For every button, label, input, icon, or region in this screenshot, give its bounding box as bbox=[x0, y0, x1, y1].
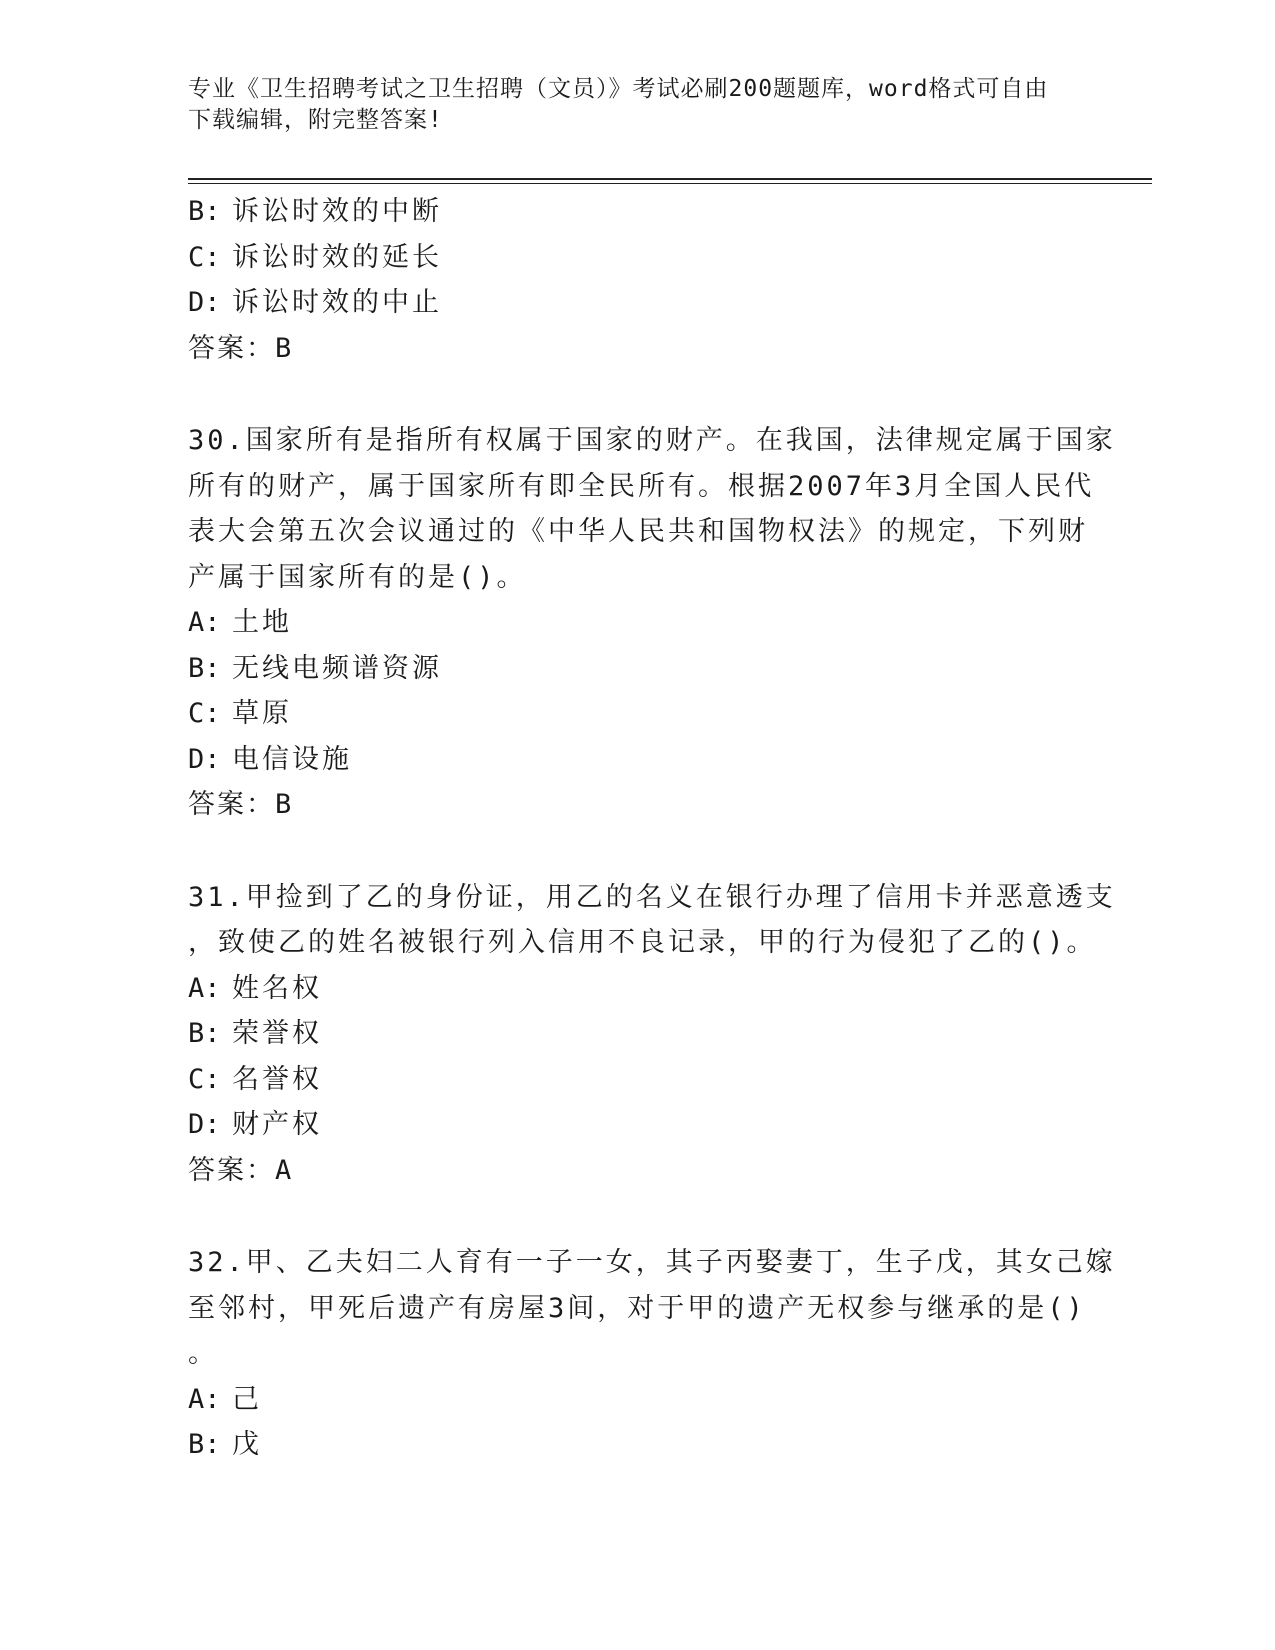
question-text-line: 。 bbox=[188, 1338, 218, 1369]
option-letter: D: bbox=[188, 287, 221, 318]
option-item bbox=[188, 966, 1088, 1012]
answer-line bbox=[188, 782, 1088, 828]
option-text: 电信设施 bbox=[232, 743, 352, 775]
option-item bbox=[188, 1057, 1088, 1103]
answer-label: 答案： bbox=[188, 789, 275, 820]
option-text: 诉讼时效的延长 bbox=[232, 241, 442, 273]
option-letter: D: bbox=[188, 743, 221, 775]
option-letter: C: bbox=[188, 241, 221, 273]
option-letter: A: bbox=[188, 1383, 221, 1415]
option-letter: B: bbox=[188, 1429, 221, 1460]
header-text: 专业《卫生招聘考试之卫生招聘（文员）》考试必刷200题题库，word格式可自由下载编辑，附完整答案! bbox=[188, 76, 1049, 133]
answer-value: B bbox=[275, 789, 292, 820]
question-text-line: 至邻村，甲死后遗产有房屋3间，对于甲的遗产无权参与继承的是() bbox=[188, 1292, 1086, 1324]
question-text-line: 31.甲捡到了乙的身份证，用乙的名义在银行办理了信用卡并恶意透支 bbox=[188, 881, 1116, 913]
option-letter: B: bbox=[188, 196, 221, 227]
answer-line bbox=[188, 326, 1088, 372]
option-item bbox=[188, 646, 1088, 692]
option-text: 无线电频谱资源 bbox=[232, 652, 442, 684]
option-item bbox=[188, 280, 1088, 326]
option-letter: D: bbox=[188, 1109, 221, 1140]
option-text: 土地 bbox=[232, 607, 292, 638]
option-text: 戊 bbox=[232, 1429, 262, 1460]
option-letter: B: bbox=[188, 652, 221, 684]
option-item bbox=[188, 1422, 1088, 1468]
answer-value: B bbox=[275, 332, 292, 364]
answer-value: A bbox=[275, 1154, 292, 1186]
option-text: 诉讼时效的中断 bbox=[232, 196, 442, 227]
option-text: 财产权 bbox=[232, 1109, 322, 1140]
question-text-line: 表大会第五次会议通过的《中华人民共和国物权法》的规定，下列财 bbox=[188, 516, 1088, 547]
option-item bbox=[188, 737, 1088, 783]
question-text-line: 所有的财产，属于国家所有即全民所有。根据2007年3月全国人民代 bbox=[188, 470, 1095, 502]
option-text: 草原 bbox=[232, 698, 292, 729]
option-text: 名誉权 bbox=[232, 1063, 322, 1095]
option-item bbox=[188, 1102, 1088, 1148]
question-text-line: 产属于国家所有的是()。 bbox=[188, 561, 527, 593]
option-text: 诉讼时效的中止 bbox=[232, 287, 442, 318]
option-letter: A: bbox=[188, 972, 221, 1004]
option-item bbox=[188, 189, 1088, 235]
option-item bbox=[188, 1011, 1088, 1057]
question-text-line: ，致使乙的姓名被银行列入信用不良记录，甲的行为侵犯了乙的()。 bbox=[188, 927, 1097, 958]
answer-line bbox=[188, 1148, 1088, 1194]
option-text: 姓名权 bbox=[232, 972, 322, 1004]
option-item bbox=[188, 1377, 1088, 1423]
option-text: 荣誉权 bbox=[232, 1018, 322, 1049]
answer-label: 答案： bbox=[188, 1154, 275, 1186]
option-letter: C: bbox=[188, 698, 221, 729]
header-divider bbox=[188, 178, 1152, 184]
option-letter: B: bbox=[188, 1018, 221, 1049]
page-header bbox=[188, 74, 1068, 136]
answer-label: 答案： bbox=[188, 332, 275, 364]
option-item bbox=[188, 600, 1088, 646]
option-item bbox=[188, 691, 1088, 737]
question-text-line: 32.甲、乙夫妇二人育有一子一女，其子丙娶妻丁，生子戊，其女己嫁 bbox=[188, 1247, 1116, 1278]
option-letter: A: bbox=[188, 607, 221, 638]
option-text: 己 bbox=[232, 1383, 262, 1415]
option-item bbox=[188, 235, 1088, 281]
question-text-line: 30.国家所有是指所有权属于国家的财产。在我国，法律规定属于国家 bbox=[188, 425, 1116, 456]
option-letter: C: bbox=[188, 1063, 221, 1095]
question-content bbox=[188, 189, 1116, 1468]
